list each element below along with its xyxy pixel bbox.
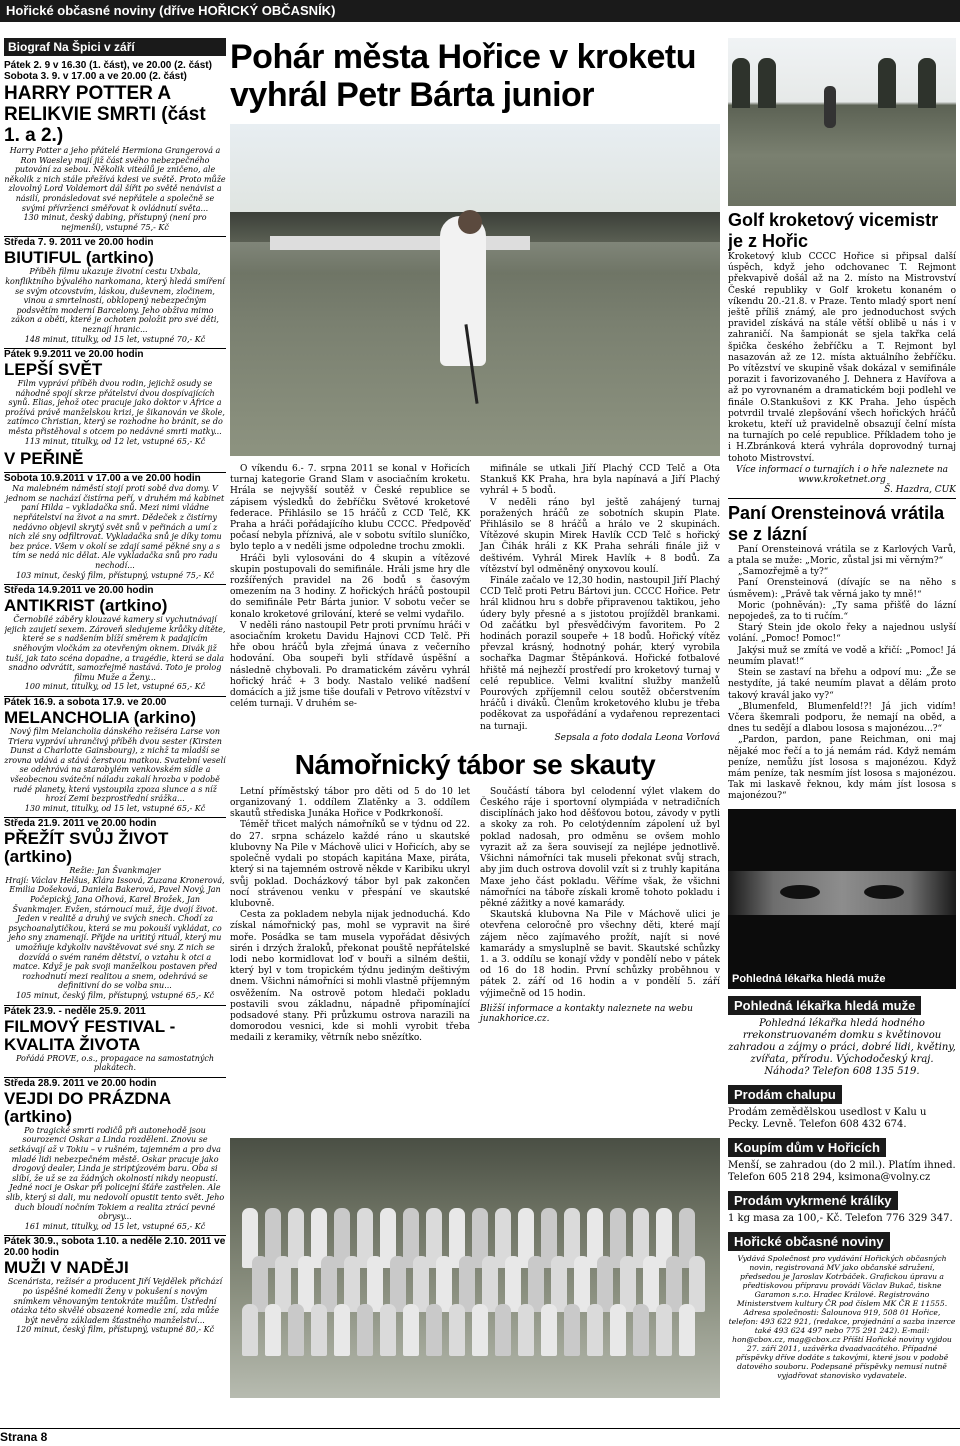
child-figure (656, 1304, 672, 1356)
film-schedule: Středa 28.9. 2011 ve 20.00 hodin (4, 1077, 157, 1089)
child-figure (620, 1256, 636, 1312)
child-figure (357, 1304, 373, 1356)
golf-headline: Golf kroketový vicemistr je z Hořic (728, 210, 939, 251)
paragraph: Moric (pohněván): „Ty sama přišťě do lázní nepojedeš, za to ti ručím.“ (728, 600, 956, 623)
paragraph: Jakýsi muž se zmítá ve vodě a křičí: „Pomoc! Já neumím plavat!“ (728, 645, 956, 667)
child-figure (334, 1304, 350, 1356)
film-description: Harry Potter a jeho přátelé Hermiona Grangerová a Ron Waesley mají již část svého nebezpečného putování za sebou. Několik viteálů je zničeno, ale několik z nich stále přežívá kdesi ve světě. Proto může zlovolný Lord Voldemort dál šířit po světě nenávist a násilí, pronásledovat své nepřátele a společně se svými přívrženci směřovat k ovládnutí světa... (4, 146, 226, 213)
paragraph: Finále začalo ve 12,30 hodin, nastoupil Jiří Plachý CCD Telč proti Petru Bártovi jun. CCCC Hořice. Petr hrál klidnou hru s dobře připravenou taktikou, jeho údery byly přesné a s jistotou projížděl brankami. Od začátku byl přesvědčivým favoritem. Po 2 hodinách porazil soupeře + 18 bodů. Hořický vítěz převzal krásný, hodnotný pohár, který vyrobila sochařka Dagmar Štěpánková. Hořické fotbalové hřiště má nejhezčí prostředí pro kroketový turnaj v celé republice. Velmi kvalitní služby manželů Pourových zpříjemnil celou soutěž občerstvením hráčů i diváků. Členům kroketového klubu je třeba poděkovat za uspořádání a vydařenou reprezentaci na turnaji. (480, 576, 720, 732)
imprint-text: Vydává Společnost pro vydávání Hořických občasných novin, registrovaná MV jako občanské sdružení, předsedou je Jaroslav Kotrbáček. Grafickou úpravu a předtiskovou přípravu provádí Václav Bukač, tiskne Garamon s.r.o. Hradec Králové. Registrováno Ministerstvem kultury ČR pod číslem MK ČR E 11555. Adresa společnosti: Šalounova 919, 508 01 Hořice, telefon: 493 622 921, (redakce, projednání a sazba inzerce také 493 624 497 nebo 775 291 242). E-mail: hon@cbox.cz, mag@cbox.cz Příští Hořické noviny vyjdou 27. září 2011, uzávěrka dvaadvacátého. Případné příspěvky dříve dodáte s takovými, které jsou v podobě datového souboru. Podepsané příspěvky nemusí nutně vyjadřovat stanovisko vydavatele. (728, 1253, 956, 1380)
child-figure (689, 1256, 705, 1312)
child-figure (275, 1256, 291, 1312)
child-figure (643, 1256, 659, 1312)
child-figure (610, 1304, 626, 1356)
cinema-entry (4, 817, 226, 1000)
ad-text: Pohledná lékařka hledá hodného rrekonstruovaném domku s květinovou zahradou a zájmy o práci, dobré lidi, květiny, zvířata, přírodu. Východočeský kraj. Náhoda? Telefon 608 135 519. (728, 1017, 956, 1077)
paragraph: Součástí tábora byl celodenní výlet vlakem do Českého ráje i sportovní olympiáda v netradičních disciplínách jako hod děšťovou botou, závody v pytli a skoky za roh. Po celotýdenním zápolení už byl poklad nadosah, pro odměnu se ovšem mohlo vyrazit až za šera souvisejí za nejlépe jednotlivě. Všichni námořníci tak museli překonat svůj strach, aby jim duch ostrova dovolil vzít si z truhly kapitána Maxe jeho část pokladu. Věříme však, že všichni námořníci na táboře získali kromě tohoto pokladu i pěkné zážitky a nové kamarády. (480, 786, 720, 909)
film-title: ANTIKRIST (artkino) (4, 596, 168, 616)
paragraph: Téměř třicet malých námořníků se v týdnu od 22. do 27. srpna scházelo každé ráno u skautské klubovny Na Pile v Máchově ulici v Hořicích, aby se společně vydali po stopách kapitána Maxe, piráta, který si na tajemném ostrově někde v Karibiku ukryl svůj poklad. Docházkový tábor byl pak zakončen nocí strávenou venku v přespání ve skautské klubovně. (230, 820, 470, 909)
croquet-credit: Sepsala a foto dodala Leona Vorlová (554, 732, 720, 743)
classified-ad (728, 1084, 956, 1131)
paragraph: Paní Orensteinová vrátila se z Karlových Varů, a ptala se muže: „Moric, zůstal jsi mi věrným?“ (728, 544, 956, 567)
film-title: LEPŠÍ SVĚT (4, 360, 103, 380)
film-schedule: Pátek 30.9., sobota 1.10. a neděle 2.10. 2011 ve 20.00 hodin (4, 1236, 226, 1259)
film-meta: 148 minut, titulky, od 15 let, vstupné 70,- Kč (24, 334, 206, 344)
film-title: MUŽI V NADĚJI (4, 1258, 129, 1278)
film-schedule: Středa 7. 9. 2011 ve 20.00 hodin (4, 237, 154, 249)
child-figure (574, 1256, 590, 1312)
story-headline: Paní Orensteinová vrátila se z lázní (728, 502, 945, 544)
right-column (728, 38, 956, 1430)
film-schedule: Sobota 10.9.2011 v 17.00 a ve 20.00 hodin (4, 473, 201, 485)
paragraph: Hráči byli vylosováni do 4 skupin a vítězové skupin postupovali do semifinále. Hráli jsme hry dle rozšířených pravidel na 26 bodů s časovým omezením na 3 hodiny. Z hořických hráčů postoupil do semifinále Petr Bárta junior. V sobotu večer se konalo kroketové grilování, které se velmi vydařilo. (230, 553, 470, 620)
paragraph: Starý Stein jde okolo řeky a najednou uslyší volání. „Pomoc! Pomoc!“ (728, 623, 956, 645)
child-figure (380, 1304, 396, 1356)
child-figure (413, 1256, 429, 1312)
ad-text: Menší, se zahradou (do 2 mil.). Platím ihned. Telefon 605 218 294, ksimona@volny.cz (728, 1159, 956, 1183)
paragraph: Cesta za pokladem nebyla nijak jednoduchá. Kdo získal námořnický pas, mohl se vypravit na širé moře. Posádka se tam musela vypořádat děsivých sirén i drzých žraloků, překonat pouště nepřátelské lodi nebo kormidlovat loď v bouři a silném deštii, který byl v tom tropickém týdnu jediným deštivým dnem. Všichni námořníci si mohli vlastně příjemným osvěžením. Na ostrově potom hledači pokladu postavili svou základnu, nápadně připomínající podsadové stany. Při průzkumu ostrova narazili na domorodou vesnici, kde si mohli vyrobit třeba medaili z keramiky, větrník nebo snězítko. (230, 910, 470, 1044)
film-description: Po tragické smrti rodičů při autonehodě jsou sourozenci Oskar a Linda rozděleni. Znovu se setkávají až v Tokiu – v rušném, tajemném a pro dva mladé lidi nebezpečném městě. Oskar pracuje jako drogový dealer, Linda je striptýzovém baru. Oba si slíbí, že už se za žádných okolností nikdy neopustí. Jedné noci je Oskar při policejní šťáře zastřelen. Ale slib, který si dali, mu nedovolí opustit tento svět. Jeho duch bloudí nočním Tokiem a realita ztrácí pevné obrysy... (5, 1125, 225, 1222)
film-meta: 105 minut, český film, přístupný, vstupné 65,- Kč (15, 991, 215, 1000)
cinema-header: Biograf Na Špici v září (4, 38, 226, 56)
ad-title: Koupím dům v Hořicích (728, 1138, 886, 1157)
classified-ad (728, 995, 956, 1078)
child-figure (252, 1256, 268, 1312)
paragraph: V neděli ráno byl ještě zahájený turnaj poražených hráčů ze sobotních skupin Plate. Přihlásilo se 8 hráčů a hrálo ve 2 skupinách. Vítězové skupin Mirek Havlík CCD Telč s hořický Jan Čihák hráli z KK Praha sehráli finále již v deštivém. Vyhrál Mirek Havlík + 8 bodů. Za vítězství byl odměněný onyxovou koulí. (480, 497, 720, 575)
scouts-headline: Námořnický tábor se skauty (294, 748, 656, 780)
classified-ad (728, 1190, 956, 1225)
child-figure (459, 1256, 475, 1312)
film-schedule: Pátek 2. 9 v 16.30 (1. část), ve 20.00 (2. část) (4, 60, 212, 71)
cinema-entry (4, 696, 226, 813)
cinema-entry (4, 472, 226, 580)
ad-title: Pohledná lékařka hledá muže (728, 996, 921, 1015)
croquet-headline: Pohár města Hořice v kroketu vyhrál Petr Bárta junior (230, 38, 696, 114)
film-description: Pořádá PROVE, o.s., propagace na samostatných plakátech. (15, 1053, 215, 1073)
film-title: V PEŘINĚ (4, 449, 84, 469)
paragraph: Stein se zastaví na břehu a odpoví mu: „Že se nestydíte, já také neumím plavat a dělám proto takový kravál jako vy?“ (728, 668, 956, 701)
croquet-text-col1 (230, 464, 470, 743)
child-figure (449, 1304, 465, 1356)
film-schedule: Středa 14.9.2011 ve 20.00 hodin (4, 585, 154, 597)
paragraph: O víkendu 6.- 7. srpna 2011 se konal v Hořicích turnaj kategorie Grand Slam v asociačním kroketu. Hrála se nejvyšší soutěž v České republice se zápisem výsledků do žebříčku Světové kroketové federace. Přihlásilo se 15 hráčů z CCD Telč, KK Praha a hráči pořádajícího klubu CCCC. Předpověď počasí nebyla příznivá, ale v sobotu svítilo sluníčko, bylo teplo a v neděli jsme odpoledne trochu zmokli. (230, 464, 470, 553)
cinema-entry (4, 60, 226, 232)
scouts-info: Bližší informace a kontakty naleznete na webu junakhorice.cz. (480, 1003, 693, 1024)
scouts-text-col1 (230, 787, 470, 1045)
classified-ad (728, 1137, 956, 1184)
child-figure (242, 1304, 258, 1356)
child-figure (679, 1304, 695, 1356)
child-figure (587, 1304, 603, 1356)
child-figure (390, 1256, 406, 1312)
paragraph: V neděli ráno nastoupil Petr proti prvnímu hráči v asociačním kroketu Davidu Hajnovi CCD Telč. Při hře obou hráčů byla zřejmá únava z večerního hodování. Oba soupeři byli střídavě úspěšní a následně chybovali. Po dramatickém závěru vyhrál hořický hráč + 3 body. Nastalo veliké nadšení domácích a již jsme tiše doufali v Petrovo vítězství v celém turnaji. V druhém se- (230, 620, 470, 710)
paragraph: „Samozřejmě a ty?“ (738, 567, 829, 578)
child-figure (564, 1304, 580, 1356)
film-description: Příběh filmu ukazuje životní cestu Uxbala, konfliktního bývalého narkomana, který hledá smíření se svým otcovstvím, láskou, duševnem, zločinem, vinou a smrtelností, obklopený nebezpečným podsvětím moderní Barcelony. Jeho obživa mimo zákon a oběti, které je ochoten položit pro své děti, neznají hranic... (5, 267, 225, 334)
child-figure (298, 1256, 314, 1312)
story-text (728, 545, 956, 803)
child-figure (288, 1304, 304, 1356)
child-figure (403, 1304, 419, 1356)
paragraph: „Pardon, pardon, pane Reichman, oni maj nějaké moc řečí a to já nemám rád. Když nemám peníze, nemůžu jíst lososa s majonézou. Když mám peníze, tak nesmím jíst lososa s majonézou. Tak mi laskavě řeknou, kdy mám jíst lososa s majonézou?“ (728, 735, 956, 802)
film-meta: 130 minut, titulky, od 15 let, vstupné 65,- Kč (24, 803, 206, 813)
child-figure (344, 1256, 360, 1312)
film-description: Hrají: Václav Helšus, Klára Issová, Zuzana Kronerová, Emilia Došeková, Daniela Bakerová, Pavel Nový, Jan Počepický, Jana Oľhová, Karel Brožek, Jan Švankmajer. Evžen, stárnoucí muž, žije dvojí život. Jeden v realitě a druhý ve svých snech. Chodí za psychoanalytičkou, která se mu pokouší vykládat, co jeho sny znamenají. Přijde na urititý rituál, který mu umožňuje kdykoliv navštěvovat své sny. Z nich se dozvídá o svém raném dětství, o vztahu k otci a matce. Když je pak svoji manželkou postaven před rozhodnutí mezi realitou a snem, odehrává se definitivní do se volba snu... (5, 875, 225, 991)
film-meta: 161 minut, titulky, od 15 let, vstupné 65,- Kč (24, 1221, 206, 1231)
film-meta: 113 minut, titulky, od 12 let, vstupné 65,- Kč (24, 436, 206, 446)
page-number: Strana 8 (0, 1430, 48, 1444)
film-description: Scenárista, režisér a producent Jiří Vejdělek přichází po úspěšné komedii Ženy v pokušení s novým snímkem věnovaným tentokráte mužům. Ústřední otázka této skvělé obsazené komedie zní, zda může být nevěra základem šťastného manželství... (7, 1277, 223, 1325)
film-description: Režie: Jan Švankmajer (69, 866, 161, 876)
film-meta: 100 minut, titulky, od 15 let, vstupné 65,- Kč (24, 682, 206, 692)
cinema-list (4, 60, 226, 1335)
film-schedule: Pátek 9.9.2011 ve 20.00 hodin (4, 349, 144, 361)
child-figure (505, 1256, 521, 1312)
cinema-entry (4, 1235, 226, 1335)
child-figure (265, 1304, 281, 1356)
child-figure (426, 1304, 442, 1356)
child-figure (495, 1304, 511, 1356)
imprint-title: Hořické občasné noviny (728, 1232, 890, 1251)
film-meta: 103 minut, český film, přístupný, vstupné 75,- Kč (15, 570, 215, 580)
ad-title: Prodám chalupu (728, 1085, 842, 1104)
paragraph: Paní Orensteinová (dívajíc se na něho s úsměvem): „Právě tak věrná jako ty mně!“ (728, 578, 956, 600)
paragraph: Letní příměstský tábor pro děti od 5 do 10 let organizovaný 1. oddílem Zlatěnky a 3. oddílem skautů střediska Junáka Hořice v Podkrkonoší. (230, 786, 470, 820)
child-figure (541, 1304, 557, 1356)
ad-text: 1 kg masa za 100,- Kč. Telefon 776 329 347. (728, 1212, 953, 1224)
child-figure (666, 1256, 682, 1312)
film-title: HARRY POTTER A RELIKVIE SMRTI (část 1. a 2.) (4, 83, 206, 146)
child-figure (528, 1256, 544, 1312)
cinema-entry (4, 450, 226, 468)
film-title: MELANCHOLIA (arkino) (4, 707, 197, 727)
golf-photo (728, 38, 956, 206)
film-schedule: Pátek 23.9. - neděle 25.9. 2011 (4, 1005, 146, 1017)
golf-text: Kroketový klub CCCC Hořice si připsal další úspěch, když jeho odchovanec T. Rejmont překvapivě došál až na 2. místo na Mistrovství České republiky v Golf kroketu konaném o víkendu 20.-21.8. v Praze. Tento mladý sport není ještě příliš známý, ale pro jednoduchost svých pravidel získává na stále větší oblibě u nás i v zahraničí. Na šampionát se sjela takřka celá špička českého žebříčku a T. Rejmont byl nasazován až ze 12. místa aktuálního žebříčku. Po vítězství ve skupině však dokázal v semifinále porazit i favorizovaného J. Dehnera z Havířova a až po vyrovnaném a dramatickém boji podlehl ve finále O.Stankušovi z KK Praha. Jeho úspěch potvrdil trvalé zlepšování všech hořických hráčů kroketu, kteří už pravidelně obsazují čelní místa na turnajích po celé republice. Příkladem toho je i H.Zbránková která vyhrála doprovodný turnaj tohoto Mistrovství. (728, 252, 956, 464)
child-figure (311, 1304, 327, 1356)
child-figure (436, 1256, 452, 1312)
film-description: Černobílé záběry klouzavé kamery si vychutnávají jejich zaujetí sexem. Zároveň sledujeme krůčky dítěte, které se s nadšením blíží směrem k padajícím sněhovým vločkám za otevřeným oknem. Divák již tuší, jak tato scéna dopadne, a tragédie, která se dala snadno odvrátit, samozřejmě nastává. Toto je prolog filmu Muže a Ženy... (4, 615, 226, 682)
paragraph: Skautská klubovna Na Pile v Máchově ulici je otevřena celoročně pro všechny děti, které mají zájem něco zajímavého prožít, najít si nové kamarády a smysluplně se bavit. Skautské schůzky 1. a 3. oddílu se konají vždy v pondělí nebo v pátek od 16 do 18 hodin. První schůzky proběhnou v pátek 2. září od 16 hodin a v pondělí 5. září výjimečně od 15 hodin. (480, 910, 720, 999)
cinema-column (4, 38, 226, 1430)
film-description: Film vypráví příběh dvou rodin, jejichž osudy se náhodně spojí skrze přátelství dvou dospívajících synů. Elias, jehož otec pracuje jako doktor v Africe a prožívá právě manželskou krizi, je šikanován ve škole, zatímco Christian, který se rozhodne ho bránit, se do města přistěhoval s otcem po nedávné smrti matky... (5, 379, 225, 437)
film-description: Nový film Melancholia dánského režiséra Larse von Triera vypráví uhrančivý příběh dvou sester (Kirsten Dunst a Charlotte Gainsbourg), z nichž ta mladší se zrovna vdává a stává čerstvou matkou. Svatební veselí se odehrává na starobylém venkovském sídle a všeobecnou sváteční náladu zakalí hrozba v podobě rudé planety, která vystoupila zpoza slunce a s níž hrozí Zemi bezprostřední srážka... (4, 726, 226, 804)
ads (728, 995, 956, 1225)
child-figure (633, 1304, 649, 1356)
photo-caption: Pohledná lékařka hledá muže (732, 972, 886, 985)
child-figure (597, 1256, 613, 1312)
child-figure (551, 1256, 567, 1312)
scouts-group-photo (230, 1138, 720, 1398)
croquet-photo (230, 124, 720, 456)
film-title: FILMOVÝ FESTIVAL - KVALITA ŽIVOTA (4, 1016, 176, 1054)
child-figure (321, 1256, 337, 1312)
child-figure (482, 1256, 498, 1312)
film-meta: 130 minut, český dabing, přístupný (není pro nejmenší), vstupné 75,- Kč (23, 213, 207, 232)
paragraph: „Blumenfeld, Blumenfeld!?! Já jich vidím! Včera škemrali podporu, že nemají na oběd, a dnes tu sedějí a dlabou lososa s majonézou...?“ (728, 701, 956, 735)
film-schedule: Pátek 16.9. a sobota 17.9. ve 20.00 (4, 696, 167, 708)
croquet-text-col2 (480, 464, 720, 733)
scouts-text-col2 (480, 787, 720, 1000)
child-figure (472, 1304, 488, 1356)
main-column (230, 38, 720, 1138)
cinema-entry (4, 584, 226, 692)
ad-title: Prodám vykrmené králíky (728, 1191, 898, 1210)
page-footer (0, 1428, 960, 1446)
masthead: Hořické občasné noviny (dříve HOŘICKÝ OBČASNÍK) (0, 0, 960, 22)
film-schedule: Sobota 3. 9. v 17.00 a ve 20.00 (2. část) (4, 71, 187, 82)
child-figure (518, 1304, 534, 1356)
cinema-entry (4, 1077, 226, 1232)
cinema-entry (4, 236, 226, 344)
ad-text: Prodám zemědělskou usedlost v Kalu u Pecky. Levně. Telefon 608 432 674. (728, 1106, 927, 1130)
cinema-entry (4, 1005, 226, 1073)
film-meta: 120 minut, český film, přístupný, vstupné 80,- Kč (15, 1325, 215, 1335)
face-photo (728, 809, 956, 989)
cinema-entry (4, 348, 226, 446)
film-title: PŘEŽÍT SVŮJ ŽIVOT (artkino) (4, 829, 169, 867)
child-figure (367, 1256, 383, 1312)
paragraph: mifinále se utkali Jiří Plachý CCD Telč a Ota Stankuš KK Praha, hra byla napínavá a Jiří Plachý vyhrál + 5 bodů. (480, 464, 720, 497)
film-schedule: Středa 21.9. 2011 ve 20.00 hodin (4, 818, 157, 830)
golf-credit: Š. Hazdra, CUK (884, 484, 956, 495)
film-title: VEJDI DO PRÁZDNA (artkino) (4, 1088, 171, 1126)
golf-more: Více informací o turnajích i o hře naleznete na www.kroketnet.org (735, 464, 949, 485)
film-title: BIUTIFUL (artkino) (4, 248, 154, 268)
film-description: Na malebném náměstí stojí proti sobě dva domy. V jednom se nachází čistírna peří, v druhém má kabinet paní Hilda – vykladačka snů. Mezi nimi vládne nepřátelství na život a na smrt. Dědeček z čistírny nedávno objevil skrytý svět snů v peřinách a umí z nich zlé sny odfiltrovat. Vykladačka snů je díky tomu bez práce. Všem v okolí se zdají samé pěkné sny a s tím se nedá nic dělat. Ale vykladačka snů pro radu nechodí... (5, 484, 225, 570)
